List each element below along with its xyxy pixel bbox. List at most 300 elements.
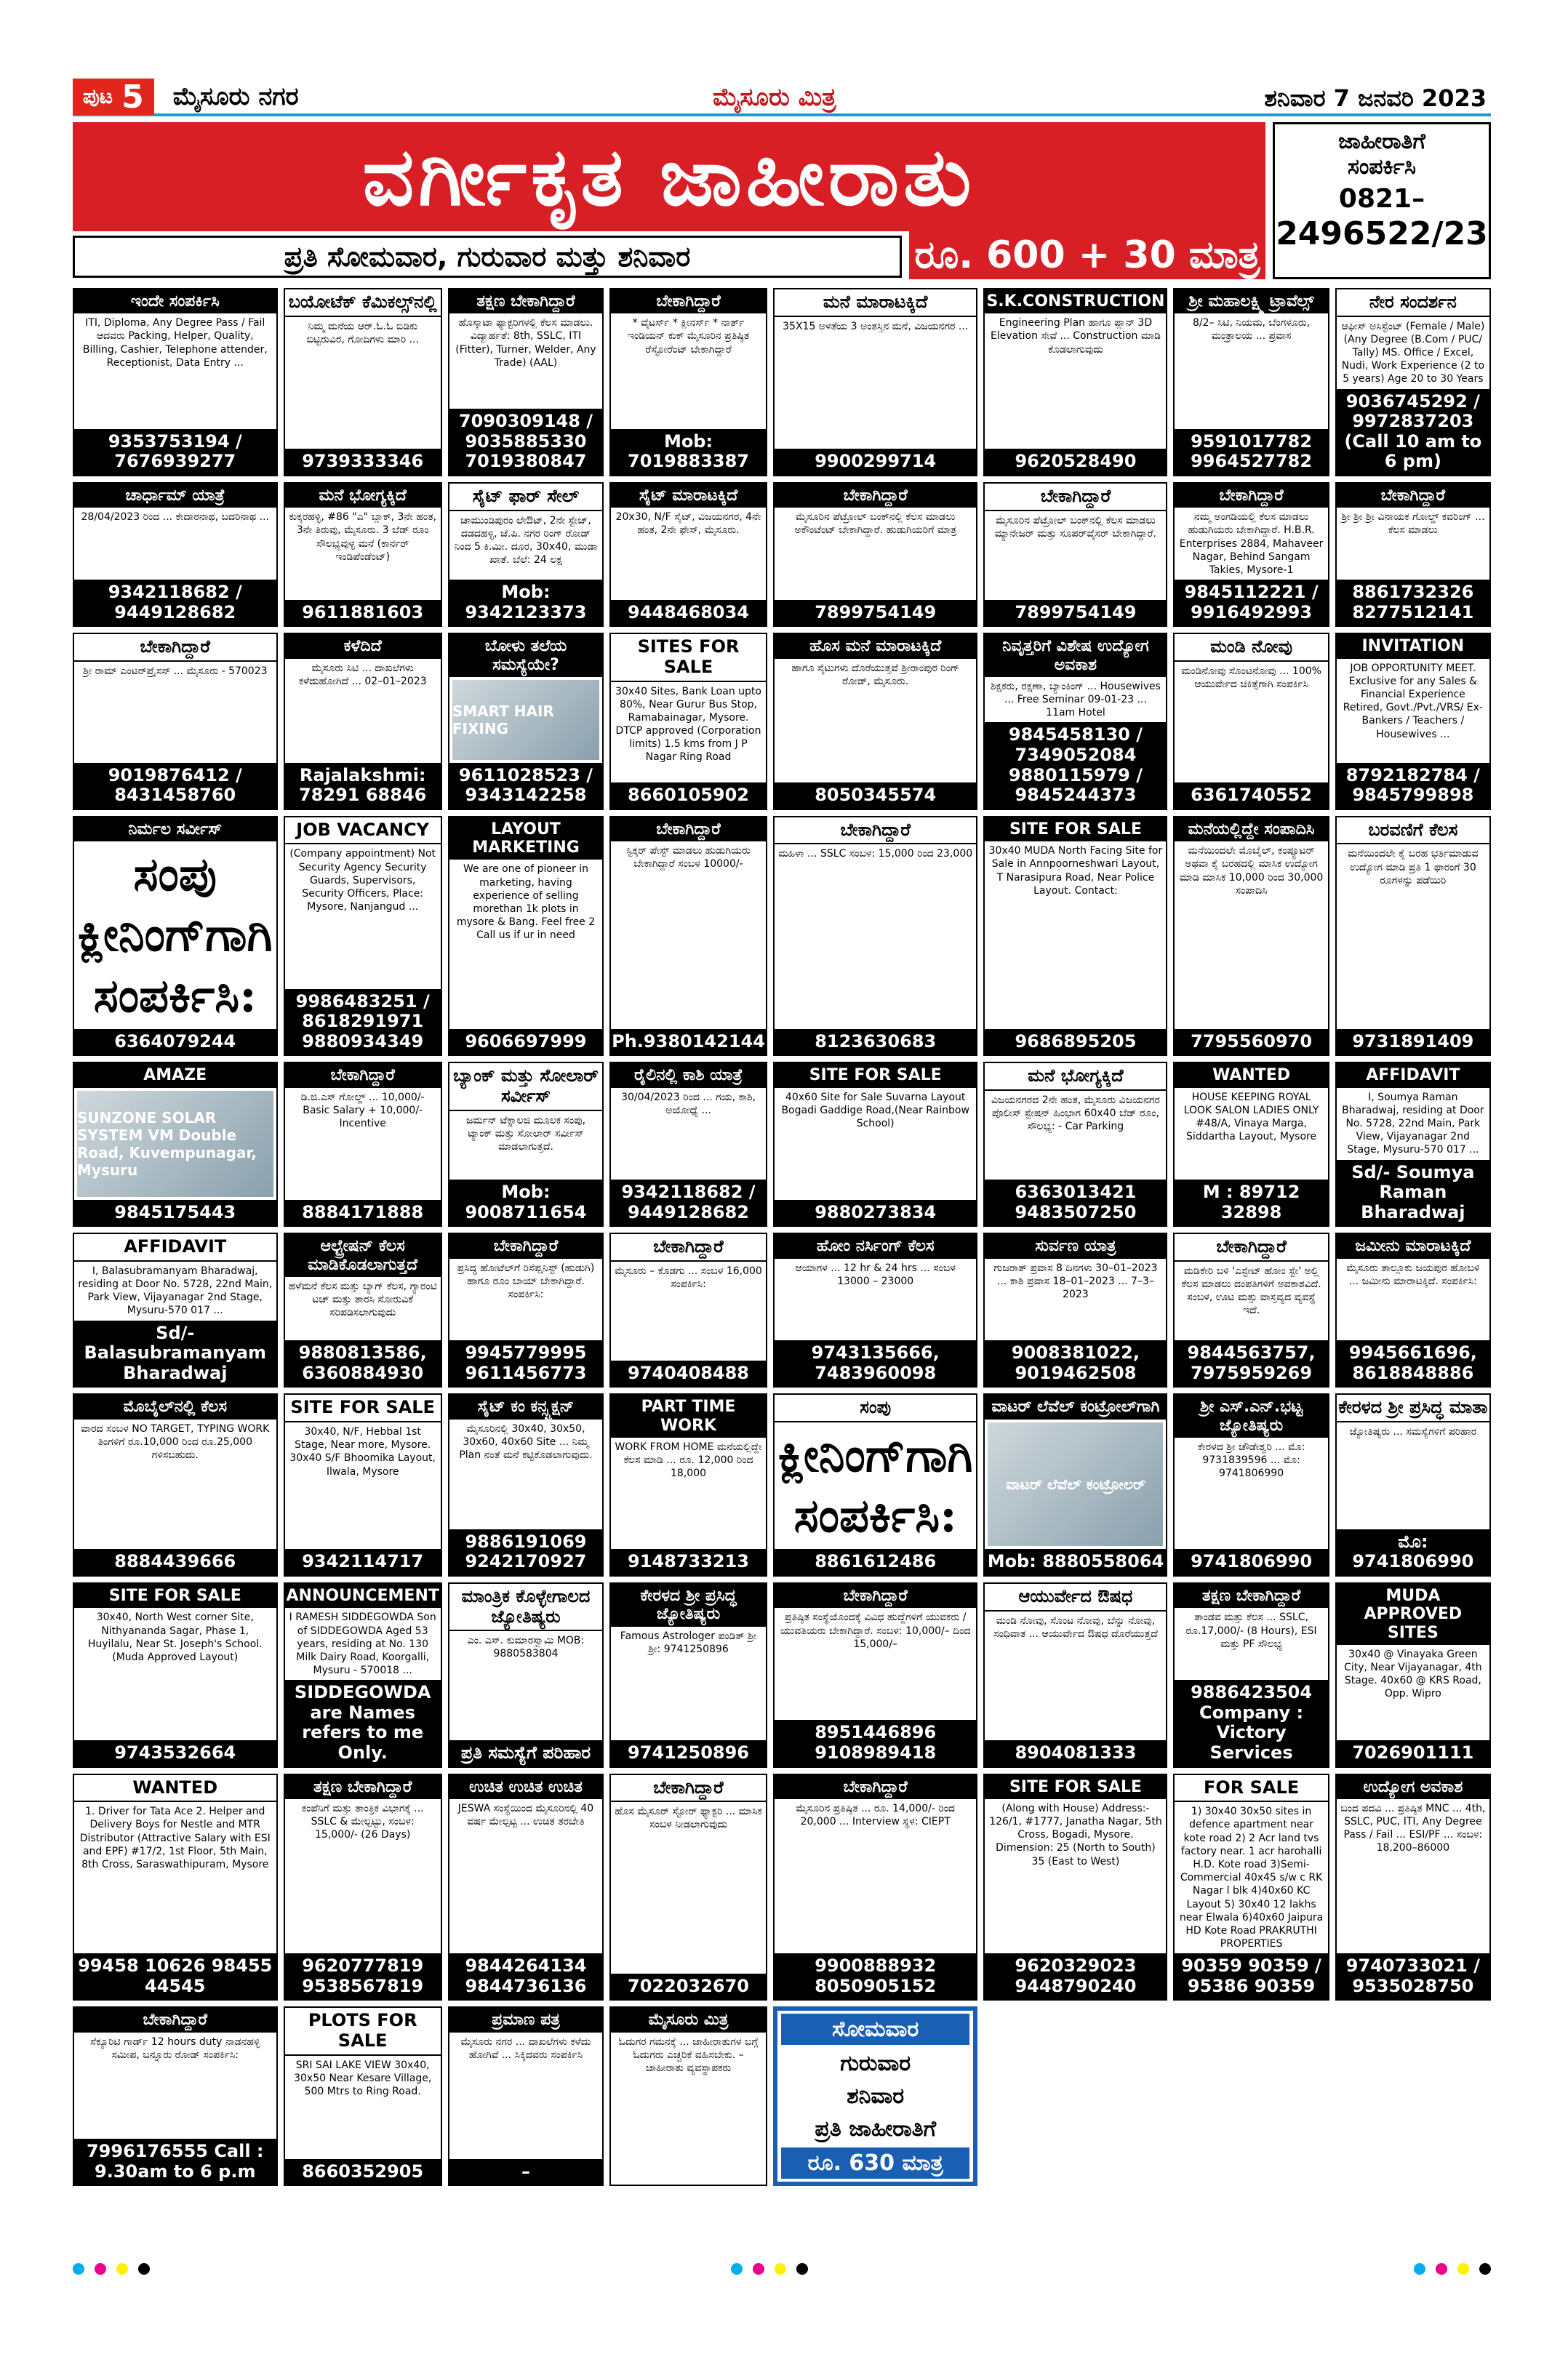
- rates-days-2: ಗುರುವಾರ: [840, 2051, 911, 2077]
- page-number: 5: [121, 78, 144, 116]
- classified-ad: [609, 288, 767, 476]
- ad-body: ಮನೆಯಿಂದಲೇ ಕೈ ಬರಹ ಭರ್ತಿಮಾಡುವ ಉದ್ಯೋಗ ಮಾಡಿ ಪ್ರತಿ 1 ಫಾರಂಗೆ 30 ರೂಗಳನ್ನು ಪಡೆಯಿರಿ: [1348, 848, 1479, 886]
- classified-ad: [284, 1774, 442, 2001]
- ad-body: ಮೈಸೂರು ತಾಲ್ಲೂಕು ಜಯಪುರ ಹೋಬಳಿ ... ಜಮೀನು ಮಾರಾಟಕ್ಕಿದೆ. ಸಂಪರ್ಕಿಸಿ:: [1346, 1262, 1480, 1287]
- ad-title: ಸಂಪು: [775, 1395, 977, 1422]
- rates-days-1: ಸೋಮವಾರ: [781, 2014, 970, 2045]
- ad-phone: 7899754149: [775, 600, 977, 626]
- ad-phone: Mob: 8880558064: [985, 1549, 1166, 1575]
- ad-photo: SUNZONE SOLAR SYSTEM VM Double Road, Kuvempunagar, Mysuru: [77, 1091, 273, 1197]
- classified-ad: [773, 816, 978, 1056]
- ad-title: ಮಾಂತ್ರಿಕ ಕೊಳ್ಳೇಗಾಲದ ಜ್ಯೋತಿಷ್ಯರು: [449, 1584, 602, 1631]
- ad-body: ಮೈಸೂರು ನಗರ ... ದಾಖಲೆಗಳು ಕಳೆದು ಹೋಗಿವೆ ... ಸಿಕ್ಕಿದವರು ಸಂಪರ್ಕಿಸಿ: [460, 2035, 591, 2061]
- classified-ad: [609, 1393, 767, 1577]
- ad-body: ಮೈಸೂರಿನ ಪೆಟ್ರೋಲ್ ಬಂಕ್‌ನಲ್ಲಿ ಕೆಲಸ ಮಾಡಲು ಅಕೌಂಟೆಂಟ್ ಬೇಕಾಗಿದ್ದಾರೆ. ಹುಡುಗಿಯರಿಗೆ ಮಾತ್ರ: [794, 511, 956, 537]
- classified-ad: [284, 1582, 442, 1768]
- magenta-dot: [753, 2263, 764, 2275]
- ad-title: ಬೇಕಾಗಿದ್ದಾರೆ: [74, 634, 276, 662]
- ad-body: ತಾಂಡವ ಮತ್ತು ಕೆಲಸ ... SSLC, ರೂ.17,000/- (8 Hours), ESI ಮತ್ತು PF ಸೌಲಭ್ಯ: [1185, 1612, 1317, 1650]
- ad-title: ತಕ್ಷಣ ಬೇಕಾಗಿದ್ದಾರೆ: [449, 289, 602, 313]
- ad-phone: Mob: 9342123373: [449, 580, 602, 625]
- ad-title: ಬೇಕಾಗಿದ್ದಾರೆ: [611, 1775, 766, 1803]
- ad-title: SITE FOR SALE: [985, 817, 1166, 841]
- ad-phone: 9353753194 / 7676939277: [74, 429, 276, 475]
- ad-phone: Sd/- Balasubramanyam Bharadwaj: [74, 1321, 276, 1387]
- ad-title: ಉಚಿತ ಉಚಿತ ಉಚಿತ: [449, 1775, 602, 1799]
- classified-ad: [1335, 1774, 1491, 2001]
- ad-title: ಕಳೆದಿದೆ: [285, 634, 441, 658]
- ad-phone: 8904081333: [985, 1740, 1166, 1766]
- ad-body: 30x40, N/F, Hebbal 1st Stage, Near more, Mysore. 30x40 S/F Bhoomika Layout, Ilwala, Mysore: [289, 1426, 436, 1478]
- classified-ad: [1173, 1233, 1329, 1388]
- classified-ad: [284, 816, 442, 1056]
- ad-body: ಜರ್ಮನ್ ಟೆಕ್ನಾಲಜಿ ಮೂಲಕ ಸಂಪು, ಟ್ಯಾಂಕ್ ಮತ್ತು ಸೋಲಾರ್ ಸರ್ವೀಸ್ ಮಾಡಲಾಗುತ್ತದೆ.: [465, 1114, 586, 1153]
- ad-phone: 9900888932 8050905152: [775, 1953, 977, 1999]
- ad-phone: 9886423504 Company : Victory Services: [1175, 1680, 1327, 1766]
- ad-phone: 9743135666, 7483960098: [775, 1340, 977, 1386]
- magenta-dot: [95, 2263, 106, 2275]
- classified-ad: [448, 816, 604, 1056]
- ad-body: ಮಂಡಿನೋವು ಸೊಂಟನೋವು ... 100% ಆಯುರ್ವೇದ ಚಿಕಿತ್ಸೆಗಾಗಿ ಸಂಪರ್ಕಿಸಿ: [1181, 665, 1321, 691]
- classified-ad: [284, 288, 442, 476]
- ad-body: ವಾರದ ಸಂಬಳ NO TARGET, TYPING WORK ತಿಂಗಳಿಗೆ ರೂ.10,000 ರಿಂದ ರೂ.25,000 ಗಳಿಸಬಹುದು.: [81, 1422, 270, 1462]
- ad-phone: 8884439666: [74, 1549, 276, 1575]
- ad-title: ಶ್ರೀ ಎಸ್.ಎನ್.ಭಟ್ಟ ಜ್ಯೋತಿಷ್ಯರು: [1175, 1395, 1327, 1438]
- classified-ad: [1335, 482, 1491, 627]
- ad-body: ಹೊಸ್ಕಾಟಾ ಫ್ಯಾಕ್ಟರಿಗಳಲ್ಲಿ ಕೆಲಸ ಮಾಡಲು. ವಿದ್ಯಾರ್ಹತೆ: 8th, SSLC, ITI (Fitter), Turner, Welder, Any Trade) (AAL): [455, 317, 596, 369]
- classified-ad: [609, 1582, 767, 1768]
- ad-title: ಬೇಕಾಗಿದ್ದಾರೆ: [285, 1063, 441, 1087]
- ad-phone: 6361740552: [1175, 782, 1327, 809]
- ad-body: ಮನೆಯಿಂದಲೇ ಮೊಬೈಲ್, ಕಂಪ್ಯೂಟರ್ ಅಥವಾ ಕೈ ಬರಹದಲ್ಲಿ ಮಾಸಿಕ ಉದ್ಯೋಗ ಮಾಡಿ ಮಾಸಿಕ 10,000 ರಿಂದ 30,000 ಸಂಪಾದಿಸಿ: [1179, 845, 1324, 897]
- classified-ad: [983, 1582, 1167, 1768]
- classified-ad: [1335, 816, 1491, 1056]
- classified-ad: [73, 816, 278, 1056]
- ad-phone: 9620777819 9538567819: [285, 1953, 441, 1999]
- ad-phone: 9611028523 / 9343142258: [449, 763, 602, 809]
- ad-title: ಬೇಕಾಗಿದ್ದಾರೆ: [74, 2008, 276, 2032]
- color-registration-center: [731, 2263, 808, 2275]
- classified-ad: [448, 1062, 604, 1227]
- ad-title: ಬೇಕಾಗಿದ್ದಾರೆ: [775, 1775, 977, 1799]
- ad-phone: 7090309148 / 9035885330 7019380847: [449, 409, 602, 475]
- ad-title: ವಾಟರ್ ಲೆವೆಲ್ ಕಂಟ್ರೋಲ್‌ಗಾಗಿ: [985, 1395, 1166, 1419]
- ad-title: ಆಲ್ಟ್ರೇಷನ್ ಕೆಲಸ ಮಾಡಿಕೊಡಲಾಗುತ್ತದೆ: [285, 1234, 441, 1277]
- ad-phone: SIDDEGOWDA are Names refers to me Only.: [285, 1680, 441, 1766]
- classified-ad: [448, 1774, 604, 2001]
- ad-body: ಗುಜರಾತ್ ಪ್ರವಾಸ 8 ದಿನಗಳು 30–01–2023 ... ಕಾಶಿ ಪ್ರವಾಸ 18–01–2023 ... 7–3–2023: [993, 1262, 1158, 1300]
- ad-body: 30x40 MUDA North Facing Site for Sale in Annpoorneshwari Layout, T Narasipura Road, Near Police Layout. Contact:: [988, 845, 1163, 897]
- color-registration-right: [1414, 2263, 1491, 2275]
- ad-title: ಜಮೀನು ಮಾರಾಟಕ್ಕಿದೆ: [1337, 1234, 1489, 1258]
- classified-ad: [1173, 1393, 1329, 1577]
- ad-body: 35X15 ಅಳತೆಯ 3 ಅಂತಸ್ತಿನ ಮನೆ, ವಿಜಯನಗರ ...: [783, 320, 969, 332]
- ad-phone: 9845458130 / 7349052084 9880115979 / 9845244373: [985, 722, 1166, 808]
- classified-ad: [1173, 482, 1329, 627]
- ad-title: SITES FOR SALE: [611, 634, 766, 681]
- ad-body: ಓದುಗರ ಗಮನಕ್ಕೆ ... ಜಾಹೀರಾತುಗಳ ಬಗ್ಗೆ ಓದುಗರು ಎಚ್ಚರಿಕೆ ವಹಿಸಬೇಕು. –ಜಾಹೀರಾತು ವ್ಯವಸ್ಥಾಪಕರು: [618, 2035, 759, 2075]
- classified-ad: [73, 1062, 278, 1227]
- ad-phone: 90359 90359 / 95386 90359: [1175, 1953, 1327, 1999]
- black-dot: [796, 2263, 808, 2275]
- classified-ad: [448, 1393, 604, 1577]
- classified-ad: [284, 1062, 442, 1227]
- ad-title: ಸೈಟ್ ಫಾರ್ ಸೇಲ್: [449, 484, 602, 511]
- ad-title: ಇಂದೇ ಸಂಪರ್ಕಿಸಿ: [74, 289, 276, 313]
- classified-ad: [1173, 1774, 1329, 2001]
- ad-body: ಸಂಪು ಕ್ಲೀನಿಂಗ್‌ಗಾಗಿ ಸಂಪರ್ಕಿಸಿ:: [78, 847, 273, 1023]
- ad-title: ನೇರ ಸಂದರ್ಶನ: [1337, 289, 1489, 317]
- ad-phone: 9844563757, 7975959269: [1175, 1340, 1327, 1386]
- classified-ad: [609, 1233, 767, 1388]
- ad-body: ಬಂದ ಪದವಿ ... ಪ್ರತಿಷ್ಠಿತ MNC ... 4th, SSLC, PUC, ITI, Any Degree Pass / Fail ... ESI/PF ... ಸಂಬಳ: 18,200–86000: [1340, 1802, 1486, 1854]
- ad-body: ನಿಮ್ಮ ಮನೆಯ ಆರ್.ಓ.ಓ ಬಿಡಿಕು ಬಿಟ್ಟಿರುವಿರ, ಗೋದಿಗಳು ಮಾರಿ ...: [306, 320, 419, 345]
- ad-title: ತಕ್ಷಣ ಬೇಕಾಗಿದ್ದಾರೆ: [1175, 1584, 1327, 1608]
- ad-title: ಮನೆ ಮಾರಾಟಕ್ಕಿದೆ: [775, 289, 977, 317]
- classified-ad: [773, 288, 978, 476]
- ad-body: We are one of pioneer in marketing, having experience of selling morethan 1k plots in mysore & Bang. Feel free 2 Call us if ur in need: [456, 863, 596, 942]
- ad-body: ಮಡಿಕೇರಿ ಬಳಿ 'ಎಸ್ಟೇಟ್ ಹೋಂ ಸ್ಟೇ' ಅಲ್ಲಿ ಕೆಲಸ ಮಾಡಲು ದಂಪತಿಗಳಿಗೆ ಅವಕಾಶವಿದೆ. ಸಂಬಳ, ಊಟ ಮತ್ತು ವಾಸ್ತವ್ಯದ ವ್ಯವಸ್ಥೆ ಇದೆ.: [1181, 1265, 1321, 1317]
- classified-ad: [1173, 1062, 1329, 1227]
- yellow-dot: [775, 2263, 786, 2275]
- issue-date: ಶನಿವಾರ 7 ಜನವರಿ 2023: [1264, 84, 1487, 112]
- ad-title: ಬೇಕಾಗಿದ್ದಾರೆ: [775, 1584, 977, 1608]
- ad-title: ANNOUNCEMENT: [285, 1584, 441, 1608]
- ad-rates-box: [773, 2006, 978, 2186]
- ad-body: 30x40, North West corner Site, Nithyananda Sagar, Phase 1, Huyilalu, Near St. Joseph's School. (Muda Approved Layout): [87, 1612, 263, 1663]
- ad-title: ರೈಲಿನಲ್ಲಿ ಕಾಶಿ ಯಾತ್ರೆ: [611, 1063, 766, 1087]
- ad-title: ಬೇಕಾಗಿದ್ದಾರೆ: [1175, 484, 1327, 508]
- ad-body: ಎಂ. ಎಸ್. ಕುಮಾರಸ್ವಾಮಿ MOB: 9880583804: [467, 1635, 585, 1660]
- ad-title: ನಿವೃತ್ತರಿಗೆ ವಿಶೇಷ ಉದ್ಯೋಗ ಅವಕಾಶ: [985, 634, 1166, 677]
- ad-phone: M : 89712 32898: [1175, 1180, 1327, 1225]
- ad-phone: 8861732326 8277512141: [1337, 580, 1489, 625]
- ad-phone: 9008381022, 9019462508: [985, 1340, 1166, 1386]
- ad-phone: 9342118682 / 9449128682: [74, 580, 276, 625]
- ad-phone: 9845112221 / 9916492993: [1175, 580, 1327, 625]
- ad-phone: 99458 10626 98455 44545: [74, 1953, 276, 1999]
- ad-phone: 8884171888: [285, 1200, 441, 1226]
- ad-title: ಬೇಕಾಗಿದ್ದಾರೆ: [611, 289, 766, 313]
- ad-body: ಕೇರಳದ ಶ್ರೀ ಚೌಡೇಶ್ವರಿ ... ಮೊ: 9731839596 ... ಮೊ: 9741806990: [1197, 1441, 1305, 1480]
- ad-body: 40x60 Site for Sale Suvarna Layout Bogadi Gaddige Road,(Near Rainbow School): [781, 1091, 969, 1129]
- contact-line-1: ಜಾಹೀರಾತಿಗೆ: [1338, 129, 1425, 154]
- yellow-dot: [116, 2263, 128, 2275]
- color-registration-left: [73, 2263, 150, 2275]
- cyan-dot: [1414, 2263, 1425, 2275]
- ad-title: ಮನೆ ಭೋಗ್ಯಕ್ಕಿದೆ: [285, 484, 441, 508]
- ad-body: SRI SAI LAKE VIEW 30x40, 30x50 Near Kesare Village, 500 Mtrs to Ring Road.: [294, 2059, 432, 2098]
- ad-phone: 9740408488: [611, 1361, 766, 1387]
- ad-title: AFFIDAVIT: [1337, 1063, 1489, 1087]
- classified-ad: [448, 288, 604, 476]
- ad-phone: 7022032670: [611, 1974, 766, 2000]
- ad-title: ಬೇಕಾಗಿದ್ದಾರೆ: [449, 1234, 602, 1258]
- ad-phone: 6364079244: [74, 1029, 276, 1055]
- ad-body: ಮೈಸೂರಿನ ಪ್ರತಿಷ್ಠಿತ ... ರೂ. 14,000/- ರಿಂದ 20,000 ... Interview ಸ್ಥಳ: CIEPT: [796, 1802, 955, 1828]
- rates-body: [777, 2011, 974, 2182]
- ad-title: SITE FOR SALE: [74, 1584, 276, 1608]
- contact-line-4: 2496522/23: [1276, 215, 1488, 252]
- ad-body: ಕಂಪೆನಿಗೆ ಮತ್ತು ತಾಂತ್ರಿಕ ವಿಭಾಗಕ್ಕೆ ... SSLC & ಮೇಲ್ಪಟ್ಟು, ಸಂಬಳ: 15,000/- (26 Days): [301, 1802, 424, 1841]
- ad-body: Engineering Plan ಹಾಗೂ ಪ್ಲಾನ್ 3D Elevation ಸೇವೆ ... Construction ಮಾಡಿ ಕೊಡಲಾಗುವುದು: [990, 317, 1161, 356]
- ad-body: ಮಹಿಳಾ ... SSLC ಸಂಬಳ: 15,000 ರಿಂದ 23,000: [778, 848, 973, 860]
- ad-title: WANTED: [74, 1775, 276, 1803]
- classified-ad: [73, 1233, 278, 1388]
- classified-ad: [609, 1774, 767, 2001]
- ad-body: ಮೈಸೂರಿನ ಪೆಟ್ರೋಲ್ ಬಂಕ್‌ನಲ್ಲಿ ಕೆಲಸ ಮಾಡಲು ಮ್ಯಾನೇಜರ್ ಮತ್ತು ಸೂಪರ್‌ವೈಸರ್ ಬೇಕಾಗಿದ್ದಾರೆ.: [994, 514, 1156, 540]
- classified-ad: [284, 633, 442, 810]
- banner-contact: [1273, 122, 1491, 279]
- ad-body: ಹೊಸ ಮೈಸೂರ್ ಸ್ಟೋರ್ ಫ್ಯಾಕ್ಟರಿ ... ಮಾಸಿಕ ಸಂಬಳ ನೀಡಲಾಗುವುದು: [615, 1806, 762, 1831]
- ad-phone: 8050345574: [775, 782, 977, 809]
- contact-line-3: 0821–: [1338, 184, 1425, 214]
- yellow-dot: [1457, 2263, 1469, 2275]
- ad-phone: 7026901111: [1337, 1740, 1489, 1766]
- ad-phone: 9900299714: [775, 449, 977, 475]
- ad-title: ಬೇಕಾಗಿದ್ದಾರೆ: [1175, 1234, 1327, 1262]
- classified-ad: [73, 1582, 278, 1768]
- classified-ad: [284, 1233, 442, 1388]
- classified-ad: [983, 1062, 1167, 1227]
- classified-ad: [73, 288, 278, 476]
- black-dot: [138, 2263, 150, 2275]
- classified-ad: [609, 2006, 767, 2186]
- classified-ad: [773, 482, 978, 627]
- banner-title: ವರ್ಗೀಕೃತ ಜಾಹೀರಾತು: [73, 122, 1265, 231]
- rates-price: ರೂ. 630 ಮಾತ್ರ: [781, 2147, 970, 2179]
- page-header: [73, 80, 1491, 116]
- ad-title: ಸೈಟ್ ಮಾರಾಟಕ್ಕಿದೆ: [611, 484, 766, 508]
- ad-phone: Mob: 9008711654: [449, 1180, 602, 1225]
- ad-title: AMAZE: [74, 1063, 276, 1087]
- ad-phone: 8792182784 / 9845799898: [1337, 763, 1489, 809]
- ad-phone: 9886191069 9242170927: [449, 1529, 602, 1575]
- print-footer: [73, 2256, 1491, 2285]
- classified-ad: [1335, 1062, 1491, 1227]
- classified-ad: [1173, 288, 1329, 476]
- ad-body: ಪ್ರತಿಷ್ಠಿತ ಸಂಸ್ಥೆಯೊಂದಕ್ಕೆ ವಿವಿಧ ಹುದ್ದೆಗಳಿಗೆ ಯುವಕರು / ಯುವತಿಯರು ಬೇಕಾಗಿದ್ದಾರೆ. ಸಂಬಳ: 10,000/– ದಿಂದ 15,000/–: [780, 1612, 971, 1650]
- ad-body: 1. Driver for Tata Ace 2. Helper and Delivery Boys for Nestle and MTR Distributor (Attractive Salary with ESI and EPF) #17/2, 1st Floor, 5th Main, 8th Cross, Saraswathipuram, Mysore: [79, 1806, 271, 1870]
- classified-ad: [448, 2006, 604, 2186]
- ad-title: FOR SALE: [1175, 1775, 1327, 1803]
- classified-ad: [983, 1233, 1167, 1388]
- classified-page: [73, 80, 1491, 2291]
- ad-body: ಕುಕ್ಕರಹಳ್ಳಿ, #86 "ಎ" ಬ್ಲಾಕ್, 3ನೇ ಹಂತ, 3ನೇ ತಿರುವು, ಮೈಸೂರು. 3 ಬೆಡ್ ರೂಂ ಸೌಲಭ್ಯವುಳ್ಳ ಮನೆ (ಕಾರ್ನರ್ ಇಂಡಿಪೆಂಡೆಂಟ್): [289, 511, 436, 563]
- ad-phone: 7795560970: [1175, 1029, 1327, 1055]
- ad-title: LAYOUT MARKETING: [449, 817, 602, 860]
- cyan-dot: [731, 2263, 743, 2275]
- classified-ad: [284, 1393, 442, 1577]
- ad-body: ITI, Diploma, Any Degree Pass / Fail ಆದವರು Packing, Helper, Quality, Billing, Cashier, Telephone attender, Receptionist, Data Entry ...: [82, 317, 268, 369]
- ad-phone: 9986483251 / 8618291971 9880934349: [285, 989, 441, 1055]
- ad-title: ಬೇಕಾಗಿದ್ದಾರೆ: [985, 484, 1166, 511]
- ad-title: ಬೇಕಾಗಿದ್ದಾರೆ: [775, 817, 977, 845]
- ad-title: ಸುರ್ವಣ ಯಾತ್ರ: [985, 1234, 1166, 1258]
- classified-ad: [1335, 288, 1491, 476]
- classified-ad: [773, 1233, 978, 1388]
- ad-phone: ಪ್ರತಿ ಸಮಸ್ಯೆಗೆ ಪರಿಹಾರ: [449, 1740, 602, 1766]
- ad-body: JESWA ಸಂಸ್ಥೆಯಿಂದ ಮೈಸೂರಿನಲ್ಲಿ 40 ವರ್ಷ ಮೇಲ್ಪಟ್ಟ ... ಉಚಿತ ತರಬೇತಿ: [457, 1802, 594, 1828]
- newspaper-name: ಮೈಸೂರು ಮಿತ್ರ: [713, 83, 836, 112]
- page-label: ಪುಟ: [83, 84, 113, 108]
- classified-ad: [73, 2006, 278, 2186]
- classified-ad: [983, 288, 1167, 476]
- ad-body: HOUSE KEEPING ROYAL LOOK SALON LADIES ONLY #48/A, Vinaya Marga, Siddartha Layout, Mysore: [1183, 1091, 1319, 1143]
- ad-phone: 9741250896: [611, 1740, 766, 1766]
- ad-phone: 9731891409: [1337, 1029, 1489, 1055]
- section-name: ಮೈಸೂರು ನಗರ: [172, 82, 299, 111]
- ad-phone: Sd/- Soumya Raman Bharadwaj: [1337, 1160, 1489, 1226]
- rates-days-3: ಶನಿವಾರ: [847, 2083, 905, 2110]
- classified-ad: [773, 1774, 978, 2001]
- ad-body: I, Balasubramanyam Bharadwaj, residing at Door No. 5728, 22nd Main, Park View, Vijayanagar 2nd Stage, Mysuru-570 017 ...: [78, 1265, 273, 1317]
- ad-phone: 6363013421 9483507250: [985, 1180, 1166, 1225]
- ad-phone: Ph.9380142144: [611, 1029, 766, 1055]
- classified-ad: [983, 633, 1167, 810]
- ad-title: ಚಾರ್ಧಾಮ್ ಯಾತ್ರೆ: [74, 484, 276, 508]
- ad-phone: 9342114717: [285, 1549, 441, 1575]
- ad-title: ಹೋಂ ನರ್ಸಿಂಗ್ ಕೆಲಸ: [775, 1234, 977, 1258]
- classified-ad: [73, 482, 278, 627]
- ad-phone: 9620329023 9448790240: [985, 1953, 1166, 1999]
- classified-ad: [284, 2006, 442, 2186]
- ad-body: ಮೈಸೂರು ಸಿಟಿ ... ದಾಖಲೆಗಳು ಕಳೆದುಹೋಗಿದೆ ... 02–01–2023: [298, 662, 427, 687]
- ad-title: JOB VACANCY: [285, 817, 441, 845]
- classified-ad: [983, 816, 1167, 1056]
- ad-title: ಮೊಬೈಲ್‌ನಲ್ಲಿ ಕೆಲಸ: [74, 1395, 276, 1419]
- ad-phone: 9686895205: [985, 1029, 1166, 1055]
- classified-ad: [773, 1393, 978, 1577]
- ad-phone: 9880273834: [775, 1200, 977, 1226]
- ad-phone: 9036745292 / 9972837203 (Call 10 am to 6 pm): [1337, 389, 1489, 475]
- ad-title: ಬ್ಯಾಂಕ್ ಮತ್ತು ಸೋಲಾರ್ ಸರ್ವೀಸ್: [449, 1063, 602, 1110]
- ad-body: 8/2– ಸಿಟಿ, ನಿಯಮ, ಬೆಂಗಳೂರು, ಮಂತ್ರಾಲಯ ... ಪ್ರವಾಸ: [1192, 317, 1311, 343]
- ad-phone: 9019876412 / 8431458760: [74, 763, 276, 809]
- classified-ad: [1335, 1233, 1491, 1388]
- classified-ad: [1335, 1582, 1491, 1768]
- ad-body: ಹಾಗೂ ಸೈಟುಗಳು ದೊರೆಯುತ್ತವೆ ಶ್ರೀರಾಂಪುರ ರಿಂಗ್ ರೋಡ್, ಮೈಸೂರು.: [791, 662, 960, 687]
- ad-phone: 9880813586, 6360884930: [285, 1340, 441, 1386]
- ad-body: ಮಂಡಿ ನೋವು, ಸೊಂಟ ನೋವು, ಬೆನ್ನು ನೋವು, ಸಂಧಿವಾತ ... ಆಯುರ್ವೇದ ಔಷಧ ದೊರೆಯುತ್ತದೆ: [993, 1614, 1158, 1640]
- ad-phone: 9845175443: [74, 1200, 276, 1226]
- ad-title: INVITATION: [1337, 634, 1489, 658]
- ad-body: 30x40 @ Vinayaka Green City, Near Vijayanagar, 4th Stage. 40x60 @ KRS Road, Opp. Wipro: [1344, 1648, 1482, 1700]
- ad-phone: 9148733213: [611, 1549, 766, 1575]
- classified-ad: [284, 482, 442, 627]
- ad-body: ಚಾಮುಂಡಿಪುರಂ ಲೇಔಟ್, 2ನೇ ಸ್ಟೇಜ್, ದಡದಹಳ್ಳಿ, ಜೆ.ಪಿ. ನಗರ ರಿಂಗ್ ರೋಡ್ ನಿಂದ 5 ಕಿ.ಮೀ. ದೂರ, 30x40, ಮುಡಾ ಖಾತೆ. ಬೆಲೆ: 24 ಲಕ್ಷ: [454, 514, 598, 567]
- ad-phone: 8660352905: [285, 2159, 441, 2185]
- ad-body: * ವೈಟರ್ಸ್ * ಕ್ಲೀನರ್ಸ್ * ನಾರ್ತ್ ಇಂಡಿಯನ್ ಕುಕ್ ಮೈಸೂರಿನ ಪ್ರತಿಷ್ಠಿತ ರೆಸ್ಟೋರೆಂಟ್ ಬೇಕಾಗಿದ್ದಾರೆ: [627, 317, 750, 356]
- ad-body: ಆಯಾಗಳ ... 12 hr & 24 hrs ... ಸಂಬಳ 13000 – 23000: [795, 1262, 956, 1287]
- ad-body: ಜ್ಯೋತಿಷ್ಯರು ... ಸಮಸ್ಯೆಗಳಿಗೆ ಪರಿಹಾರ: [1349, 1426, 1477, 1438]
- ad-body: 1) 30x40 30x50 sites in defence apartment near kote road 2) 2 Acr land tvs factory near. 1 acr harohalli H.D. Kote road 3)Semi-Commercial 40x45 s/w c RK Nagar l blk 4)40x60 KC Layout 5) 30x40 12 lakhs near Elwala 6)40x60 Jaipura HD Kote Road PRAKRUTHI PROPERTIES: [1179, 1806, 1324, 1950]
- ad-phone: 8660105902: [611, 782, 766, 809]
- ad-phone: 9740733021 / 9535028750: [1337, 1953, 1489, 1999]
- classified-ad: [73, 633, 278, 810]
- classified-ad: [1173, 816, 1329, 1056]
- contact-line-2: ಸಂಪರ್ಕಿಸಿ: [1348, 154, 1416, 180]
- ad-title: PART TIME WORK: [611, 1395, 766, 1438]
- ad-title: PLOTS FOR SALE: [285, 2008, 441, 2055]
- ad-title: ಬೇಕಾಗಿದ್ದಾರೆ: [611, 817, 766, 841]
- ad-body: (Company appointment) Not Security Agency Security Guards, Supervisors, Security Officers, Place: Mysore, Nanjangud ...: [289, 848, 436, 913]
- classified-ad: [73, 1393, 278, 1577]
- ad-photo: SMART HAIR FIXING: [452, 680, 599, 760]
- classified-ad: [448, 482, 604, 627]
- ad-body: 30x40 Sites, Bank Loan upto 80%, Near Gurur Bus Stop, Ramabainagar, Mysore. DTCP approved (Corporation limits) 1.5 kms from J P Nagar Ring Road: [615, 685, 761, 764]
- ad-title: ಮನೆಯಲ್ಲಿದ್ದೇ ಸಂಪಾದಿಸಿ: [1175, 817, 1327, 841]
- page-number-badge: [73, 79, 154, 115]
- ad-body: ಶ್ರೀ ಶ್ರೀ ಶ್ರೀ ವಿನಾಯಕ ಗೋಲ್ಡ್ ಕವರಿಂಗ್ ... ಕೆಲಸ ಮಾಡಲು: [1341, 511, 1485, 537]
- ad-title: SITE FOR SALE: [285, 1395, 441, 1422]
- ad-title: ನಿರ್ಮಲ ಸರ್ವೀಸ್: [74, 817, 276, 841]
- classified-ad: [1173, 633, 1329, 810]
- banner-subtitle: ಪ್ರತಿ ಸೋಮವಾರ, ಗುರುವಾರ ಮತ್ತು ಶನಿವಾರ: [73, 236, 902, 278]
- black-dot: [1479, 2263, 1491, 2275]
- classified-ad: [983, 1393, 1167, 1577]
- classified-ad: [983, 482, 1167, 627]
- ad-body: WORK FROM HOME ಮನೆಯಲ್ಲಿದ್ದೇ ಕೆಲಸ ಮಾಡಿ ... ರೂ. 12,000 ರಿಂದ 18,000: [615, 1441, 762, 1480]
- classified-ad: [773, 1062, 978, 1227]
- classified-ad: [1335, 1393, 1491, 1577]
- ad-body: ಶ್ರೀ ರಾಮ್ ಎಂಟರ್‌ಪ್ರೈಸಸ್ ... ಮೈಸೂರು - 570023: [82, 665, 268, 677]
- ad-phone: Mob: 7019883387: [611, 429, 766, 475]
- ad-title: ಬೇಕಾಗಿದ್ದಾರೆ: [1337, 484, 1489, 508]
- ad-title: SITE FOR SALE: [775, 1063, 977, 1087]
- ad-phone: 8951446896 9108989418: [775, 1720, 977, 1766]
- ad-phone: 7996176555 Call : 9.30am to 6 p.m: [74, 2139, 276, 2185]
- banner-price: ರೂ. 600 + 30 ಮಾತ್ರ: [909, 231, 1265, 279]
- ads-grid: [73, 288, 1491, 2244]
- ad-title: ಬೋಳು ತಲೆಯ ಸಮಸ್ಯೆಯೇ?: [449, 634, 602, 677]
- ad-body: I, Soumya Raman Bharadwaj, residing at Door No. 5728, 22nd Main, Park View, Vijayanagar 2nd Stage, Mysuru-570 017 ...: [1342, 1091, 1484, 1156]
- classified-banner: [73, 122, 1491, 279]
- ad-photo: ವಾಟರ್ ಲೆವೆಲ್ ಕಂಟ್ರೋಲರ್: [988, 1422, 1163, 1547]
- ad-body: JOB OPPORTUNITY MEET. Exclusive for any Sales & Financial Experience Retired, Govt./Pvt./VRS/ Ex-Bankers / Teachers / Housewives ...: [1343, 662, 1483, 740]
- ad-title: ಕೇರಳದ ಶ್ರೀ ಪ್ರಸಿದ್ಧ ಮಾತಾ: [1337, 1395, 1489, 1422]
- ad-body: ಮೈಸೂರು – ಕೊಡಗು ... ಸಂಬಳ 16,000 ಸಂಪರ್ಕಿಸಿ:: [615, 1265, 762, 1291]
- ad-title: MUDA APPROVED SITES: [1337, 1584, 1489, 1645]
- classified-ad: [983, 1774, 1167, 2001]
- ad-title: ಪ್ರಮಾಣ ಪತ್ರ: [449, 2008, 602, 2032]
- ad-title: ಬೇಕಾಗಿದ್ದಾರೆ: [775, 484, 977, 508]
- classified-ad: [73, 1774, 278, 2001]
- ad-phone: 9945661696, 8618848886: [1337, 1340, 1489, 1386]
- ad-body: ವಿಜಯನಗರದ 2ನೇ ಹಂತ, ಮೈಸೂರು ವಿಜಯನಗರ ಪೊಲೀಸ್ ಸ್ಟೇಷನ್ ಹಿಂಭಾಗ 60x40 ಬೆಡ್ ರೂಂ, ಸೌಲಭ್ಯ: - Car Parking: [991, 1094, 1160, 1133]
- classified-ad: [773, 633, 978, 810]
- magenta-dot: [1436, 2263, 1447, 2275]
- ad-title: ಶ್ರೀ ಮಹಾಲಕ್ಷ್ಮಿ ಟ್ರಾವೆಲ್ಸ್: [1175, 289, 1327, 313]
- ad-phone: 8123630683: [775, 1029, 977, 1055]
- classified-ad: [1173, 1582, 1329, 1768]
- ad-phone: 9743532664: [74, 1740, 276, 1766]
- classified-ad: [448, 1582, 604, 1768]
- classified-ad: [448, 633, 604, 810]
- classified-ad: [609, 816, 767, 1056]
- classified-ad: [1335, 633, 1491, 810]
- ad-body: ಮೈಸೂರಿನಲ್ಲಿ 30x40, 30x50, 30x60, 40x60 Site ... ನಿಮ್ಮ Plan ನಂತೆ ಮನೆ ಕಟ್ಟಿಕೊಡಲಾಗುವುದು.: [459, 1422, 593, 1462]
- rates-note: ಪ್ರತಿ ಜಾಹೀರಾತಿಗೆ: [815, 2116, 937, 2142]
- cyan-dot: [73, 2263, 84, 2275]
- ad-phone: 9606697999: [449, 1029, 602, 1055]
- ad-title: ಬಯೋಟೆಕ್ ಕೆಮಿಕಲ್ಸ್‌ನಲ್ಲಿ: [285, 289, 441, 317]
- ad-phone: 9591017782 9964527782: [1175, 429, 1327, 475]
- ad-title: SITE FOR SALE: [985, 1775, 1166, 1799]
- ad-title: ಬೇಕಾಗಿದ್ದಾರೆ: [611, 1234, 766, 1262]
- ad-phone: 9342118682 / 9449128682: [611, 1180, 766, 1225]
- ad-title: ಮೈಸೂರು ಮಿತ್ರ: [611, 2008, 766, 2032]
